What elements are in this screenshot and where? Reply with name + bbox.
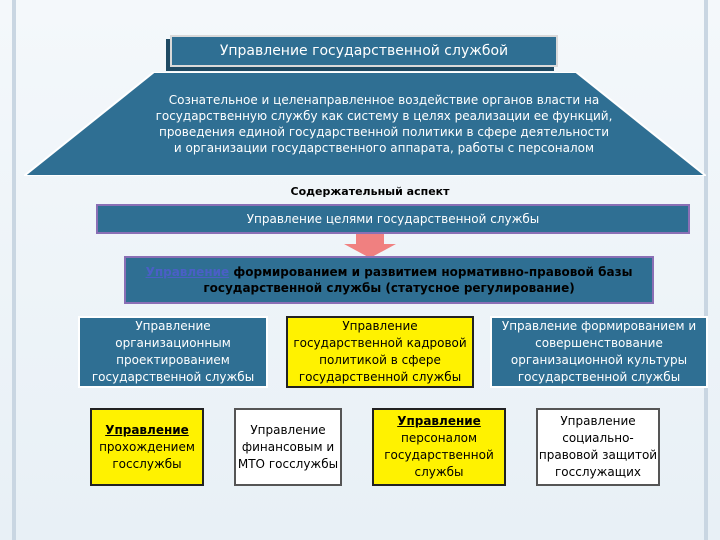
personnel-box — [372, 408, 506, 486]
down-arrow-icon — [340, 234, 400, 258]
service-passage-box — [90, 408, 204, 486]
normative-base-lead: Управление — [145, 265, 230, 279]
finance-text: Управление финансовым и МТО госслужбы — [237, 422, 339, 471]
definition-trapezoid — [24, 72, 706, 176]
personnel-lead: Управление — [397, 414, 481, 428]
org-design-box — [78, 316, 268, 388]
service-passage-lead: Управление — [105, 422, 189, 437]
aspect-label: Содержательный аспект — [290, 184, 450, 198]
org-culture-text: Управление формированием и совершенствование организационной культуры государственной службы — [501, 319, 697, 384]
org-design-text: Управление организационным проектированием государственной службы — [91, 319, 255, 384]
diagram-title: Управление государственной службой — [170, 35, 558, 67]
normative-base-box — [124, 256, 654, 304]
hr-policy-text: Управление государственной кадровой политикой в сфере государственной службы — [293, 319, 467, 384]
finance-box — [234, 408, 342, 486]
org-culture-box — [490, 316, 708, 388]
social-protection-box — [536, 408, 660, 486]
hr-policy-box — [286, 316, 474, 388]
definition-text: Сознательное и целенаправленное воздействие органов власти на государственную службу как систему в целях реализации ее функций, проведения единой государственной политики в сфере деятельности и организации государственного аппарата, работы с персоналом — [155, 93, 613, 155]
social-protection-text: Управление социально-правовой защитой госслужащих — [538, 414, 658, 479]
personnel-text: персоналом государственной службы — [384, 431, 494, 479]
left-frame-line — [12, 0, 16, 540]
service-passage-text: прохождением госслужбы — [99, 439, 195, 471]
normative-base-text: формированием и развитием нормативно-правовой базы государственной службы (статусное регулирование) — [203, 265, 633, 295]
goals-box: Управление целями государственной службы — [96, 204, 690, 234]
